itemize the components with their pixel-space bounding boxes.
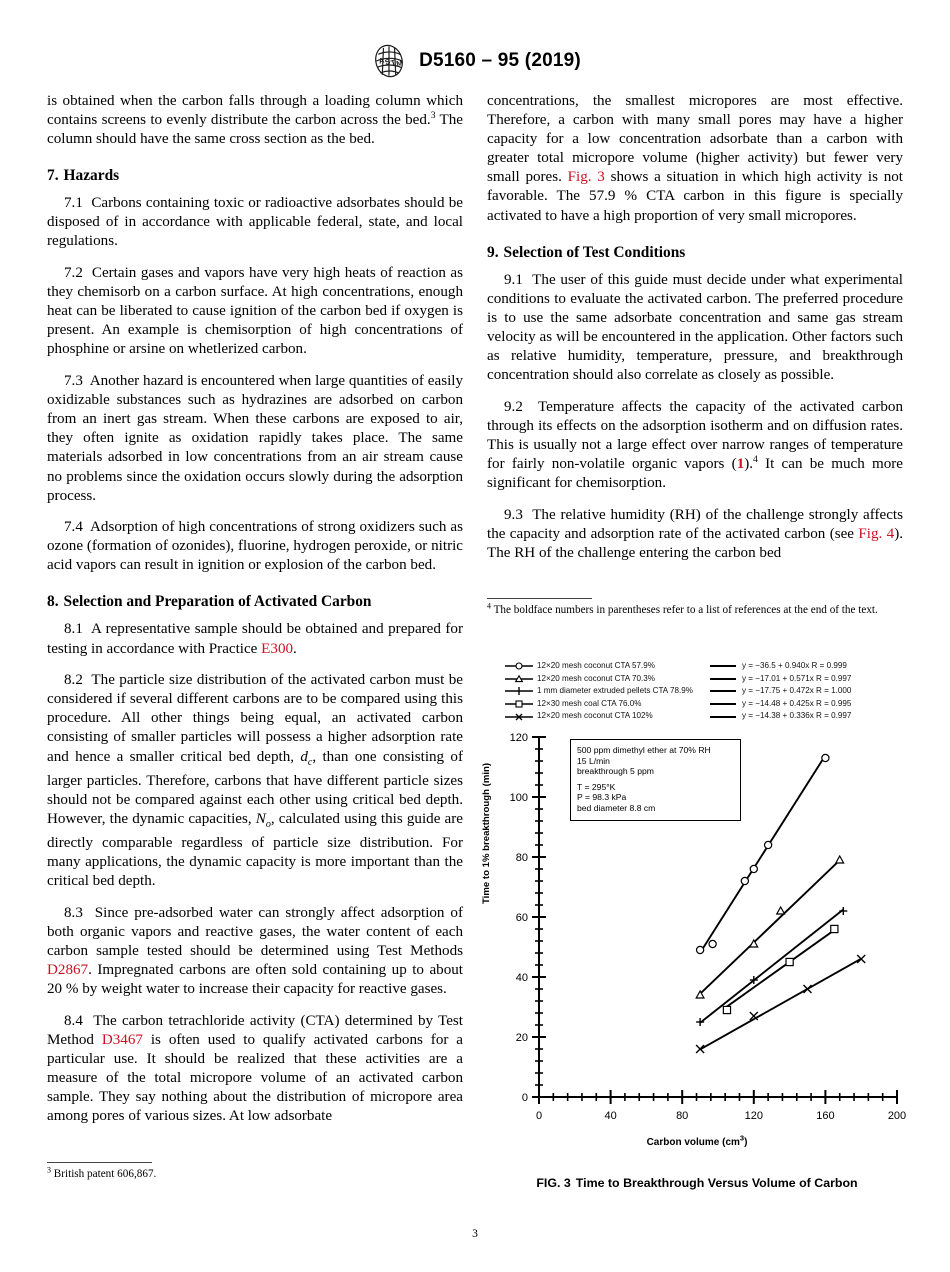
- svg-text:120: 120: [744, 1109, 763, 1122]
- legend-equation-1: [710, 673, 905, 686]
- paragraph-continued: [47, 92, 463, 149]
- svg-text:0: 0: [521, 1091, 528, 1104]
- svg-text:40: 40: [515, 971, 528, 984]
- section-8-title: Selection and Preparation of Activated Carbon: [63, 593, 372, 611]
- section-7-title: Hazards: [63, 167, 120, 185]
- svg-text:160: 160: [816, 1109, 835, 1122]
- paragraph-9-1: [487, 271, 903, 386]
- svg-text:80: 80: [676, 1109, 689, 1122]
- legend-item-0: [505, 660, 710, 673]
- triangle-marker-icon: [505, 674, 533, 684]
- annotation-line-3: breakthrough 5 ppm: [577, 766, 654, 777]
- legend-line-icon-2: [710, 690, 736, 692]
- legend-line-icon-0: [710, 665, 736, 667]
- left-column: [47, 92, 463, 1126]
- footnote-marker-3: 3: [430, 110, 436, 122]
- footnote-4-marker: 4: [487, 601, 491, 611]
- paragraph-8-3: [47, 904, 463, 999]
- paragraph-7-2-text: Certain gases and vapors have very high heats of reaction as they chemisorb on a carbon surface. At high concentrations, enough heat can be liberated to cause ignition of the carbon bed if oxygen is present. An example is chemisorption of high concentrations of phosphine or arsine on whetlerized carbon.: [47, 265, 463, 358]
- plus-marker-icon: [505, 686, 533, 696]
- section-heading-9: [487, 243, 903, 262]
- section-9-number: 9.: [487, 243, 499, 261]
- chart-series-3: [723, 925, 838, 1013]
- footnote-rule-right: [487, 598, 592, 599]
- svg-text:100: 100: [509, 791, 528, 804]
- paragraph-9-3-number: 9.3: [504, 506, 523, 523]
- svg-text:20: 20: [515, 1031, 528, 1044]
- link-e300[interactable]: E300: [261, 640, 294, 657]
- chart-annotation-box: [570, 739, 741, 821]
- reference-link-1[interactable]: 1: [736, 456, 745, 472]
- legend-label-1: 12×20 mesh coconut CTA 70.3%: [537, 673, 655, 683]
- footnote-rule: [47, 1162, 152, 1163]
- link-fig-3[interactable]: Fig. 3: [567, 169, 605, 186]
- paragraph-7-3: [47, 372, 463, 506]
- svg-text:A: A: [377, 55, 386, 66]
- chart-plot-area: [481, 729, 907, 1159]
- footnote-4-text: The boldface numbers in parentheses refer to a list of references at the end of the text.: [491, 604, 878, 616]
- footnote-right: [487, 598, 903, 618]
- svg-text:60: 60: [515, 911, 528, 924]
- footnote-4: [487, 601, 903, 618]
- legend-item-1: [505, 673, 710, 686]
- paragraph-continued-right-a: concentrations, the smallest micropores are most effective. Therefore, a carbon with many small pores may have a higher capacity for a low concentration adsorbate than a carbon with greater total micropore volume (higher activity) but fewer very small pores.: [487, 93, 903, 186]
- x-marker-icon: [505, 712, 533, 722]
- paragraph-8-4-number: 8.4: [64, 1012, 83, 1029]
- legend-equation-3: [710, 698, 905, 711]
- paragraph-9-2-text-b: ).: [744, 456, 754, 472]
- figure-caption-title: Time to Breakthrough Versus Volume of Carbon: [575, 1176, 858, 1190]
- link-d2867[interactable]: D2867: [47, 962, 89, 978]
- paragraph-8-2-text-c: , calculated using this guide are directly comparable regardless of particle size distribution. For many applications, the dynamic capacity is more important than the critical bed depth.: [47, 810, 463, 890]
- astm-logo-icon: [369, 44, 409, 78]
- annotation-line-6: bed diameter 8.8 cm: [577, 802, 656, 813]
- variable-dc: $d_c$: [300, 748, 313, 768]
- chart-legend: [505, 660, 907, 723]
- footnote-3-marker: 3: [47, 1165, 51, 1175]
- legend-line-icon-4: [710, 716, 736, 718]
- paragraph-9-2: [487, 398, 903, 493]
- paragraph-9-2-text-c: It can be much more significant for chemisorption.: [487, 456, 904, 492]
- equation-text-3: y = −14.48 + 0.425x R = 0.995: [742, 698, 852, 708]
- legend-label-3: 12×30 mesh coal CTA 76.0%: [537, 698, 642, 708]
- paragraph-8-4-text-b: is often used to qualify activated carbons for a particular use. It should be realized that these activities are a measure of the total micropore volume of an activated carbon sample. They say nothing about the distribution of micropore area among pores of various sizes. At low adsorbate: [47, 1031, 463, 1125]
- paragraph-continued-right-b: shows a situation in which high activity is not favorable. The 57.9 % CTA carbon in this figure is specially activated to have a high proportion of very small micropores.: [487, 169, 904, 224]
- legend-label-4: 12×20 mesh coconut CTA 102%: [537, 711, 653, 721]
- paragraph-8-2-text-a: The particle size distribution of the activated carbon must be considered if several different carbons are to be compared using this procedure. All other things being equal, an activated carbon consisting of smaller particles will possess a higher adsorption rate and hence a smaller critical bed depth,: [47, 672, 463, 765]
- figure-number: FIG. 3: [536, 1176, 571, 1190]
- paragraph-8-1-tail: .: [293, 640, 297, 657]
- square-marker-icon: [505, 699, 533, 709]
- paragraph-9-1-text: The user of this guide must decide under what experimental conditions to evaluate the activated carbon. The preferred procedure is to use the same adsorbate concentration and same gas stream velocity as will be encountered in the application. Other factors such as relative humidity, temperature, pressure, and breakthrough concentration should also correlate as closely as possible.: [487, 271, 903, 384]
- svg-text:40: 40: [604, 1109, 617, 1122]
- footnote-left: [47, 1162, 463, 1182]
- svg-text:M: M: [395, 58, 404, 69]
- paragraph-9-1-number: 9.1: [504, 271, 523, 288]
- annotation-line-2: 15 L/min: [577, 755, 610, 766]
- legend-item-2: [505, 685, 710, 698]
- legend-item-3: [505, 698, 710, 711]
- paragraph-continued-text: is obtained when the carbon falls through a loading column which contains screens to evenly distribute the carbon across the bed.: [47, 93, 463, 129]
- legend-equation-0: [710, 660, 905, 673]
- chart-series-4: [696, 955, 865, 1053]
- legend-line-icon-1: [710, 678, 736, 680]
- section-heading-7: [47, 166, 463, 185]
- paragraph-7-2-number: 7.2: [64, 265, 83, 282]
- figure-caption: [487, 1176, 907, 1190]
- annotation-line-4: T = 295°K: [577, 781, 616, 792]
- footnote-marker-4: 4: [753, 453, 758, 465]
- paragraph-9-3-text-b: ). The RH of the challenge entering the carbon bed: [487, 525, 903, 561]
- svg-text:120: 120: [509, 731, 528, 744]
- paragraph-7-3-text: Another hazard is encountered when large quantities of easily oxidizable substances such as hydrazines are adsorbed on carbon from an inert gas stream. When these carbons are exposed to air, they often ignite as oxidation rapidly takes place. The same materials adsorbed in low concentrations from an air stream cause no problems since the oxidation occurs slowly during the adsorption process.: [47, 373, 463, 504]
- footnote-3: [47, 1165, 463, 1182]
- legend-item-4: [505, 710, 710, 723]
- link-fig-4[interactable]: Fig. 4: [858, 525, 895, 542]
- equation-text-0: y = −36.5 + 0.940x R = 0.999: [742, 661, 847, 670]
- paragraph-8-4-text-a: The carbon tetrachloride activity (CTA) determined by Test Method: [47, 1012, 464, 1048]
- footnote-3-text: British patent 606,867.: [51, 1168, 157, 1180]
- annotation-line-5: P = 98.3 kPa: [577, 792, 627, 803]
- paragraph-7-1-number: 7.1: [64, 195, 83, 212]
- paragraph-7-4-text: Adsorption of high concentrations of strong oxidizers such as ozone (formation of ozonides), fluorine, hydrogen peroxide, or nitric acid vapors can result in ignition or explosion of the carbon bed.: [47, 519, 464, 574]
- paragraph-8-3-number: 8.3: [64, 904, 83, 921]
- paragraph-9-2-number: 9.2: [504, 398, 523, 415]
- right-column: [487, 92, 903, 563]
- paragraph-7-3-number: 7.3: [64, 373, 83, 390]
- paragraph-8-2-number: 8.2: [64, 672, 83, 689]
- paragraph-9-3-text-a: The relative humidity (RH) of the challenge strongly affects the capacity and adsorption rate of the activated carbon (see: [487, 506, 903, 542]
- svg-text:200: 200: [887, 1109, 907, 1122]
- paragraph-7-4: [47, 518, 463, 575]
- document-identifier: D5160 – 95 (2019): [419, 50, 581, 71]
- paragraph-continued-rest: The column should have the same cross section as the bed.: [47, 112, 463, 148]
- paragraph-8-1-number: 8.1: [64, 621, 83, 638]
- paragraph-8-1: [47, 620, 463, 658]
- figure-3: [481, 660, 907, 1159]
- paragraph-8-3-text-a: Since pre-adsorbed water can strongly affect adsorption of both organic vapors and reactive gases, the water content of each carbon sample tested should be determined using Test Methods: [47, 904, 463, 959]
- paragraph-8-4: [47, 1012, 463, 1127]
- annotation-line-1: 500 ppm dimethyl ether at 70% RH: [577, 744, 711, 755]
- paragraph-7-1-text: Carbons containing toxic or radioactive adsorbates should be disposed of in accordance with applicable federal, state, and local regulations.: [47, 195, 463, 250]
- paragraph-7-2: [47, 264, 463, 359]
- paragraph-8-2: [47, 671, 463, 891]
- svg-text:S: S: [383, 56, 392, 67]
- paragraph-8-2-text-b: , than one consisting of larger particles. Therefore, carbons that have different particle sizes should not be compared against each other using critical bed depth. However, the dynamic capacities,: [47, 748, 464, 827]
- svg-text:80: 80: [515, 851, 528, 864]
- section-8-number: 8.: [47, 593, 59, 611]
- paragraph-7-1: [47, 194, 463, 251]
- circle-marker-icon: [505, 661, 533, 671]
- section-7-number: 7.: [47, 167, 59, 185]
- paragraph-8-1-text: A representative sample should be obtained and prepared for testing in accordance with Practice: [47, 621, 464, 657]
- legend-equation-2: [710, 685, 905, 698]
- paragraph-continued-right: [487, 92, 903, 226]
- x-axis-label: Carbon volume $(cm^3)$: [646, 1133, 748, 1148]
- equation-text-1: y = −17.01 + 0.571x R = 0.997: [742, 673, 852, 683]
- link-d3467[interactable]: D3467: [101, 1031, 143, 1048]
- paragraph-7-4-number: 7.4: [64, 519, 83, 536]
- variable-no: $N_o$: [255, 810, 271, 830]
- legend-label-0: 12×20 mesh coconut CTA 57.9%: [537, 661, 655, 670]
- svg-text:0: 0: [535, 1109, 543, 1122]
- page-number: 3: [472, 1227, 478, 1240]
- page-header: [0, 44, 950, 83]
- paragraph-9-2-text-a: Temperature affects the capacity of the activated carbon through its effects on the adsorption isotherm and on diffusion rates. This is usually not a large effect over narrow ranges of temperature for fairly non-volatile organic vapors (: [487, 398, 903, 472]
- equation-text-4: y = −14.38 + 0.336x R = 0.997: [742, 711, 852, 721]
- legend-label-2: 1 mm diameter extruded pellets CTA 78.9%: [537, 686, 693, 696]
- equation-text-2: y = −17.75 + 0.472x R = 1.000: [742, 686, 852, 696]
- section-heading-8: [47, 592, 463, 611]
- paragraph-8-3-text-b: . Impregnated carbons are often sold containing up to about 20 % by weight water to increase their capacity for reactive gases.: [47, 962, 463, 998]
- paragraph-9-3: [487, 506, 903, 563]
- legend-equation-4: [710, 710, 905, 723]
- legend-line-icon-3: [710, 703, 736, 705]
- section-9-title: Selection of Test Conditions: [503, 243, 686, 261]
- y-axis-label: Time to 1% breakthrough (min): [481, 762, 492, 904]
- svg-text:T: T: [389, 57, 397, 68]
